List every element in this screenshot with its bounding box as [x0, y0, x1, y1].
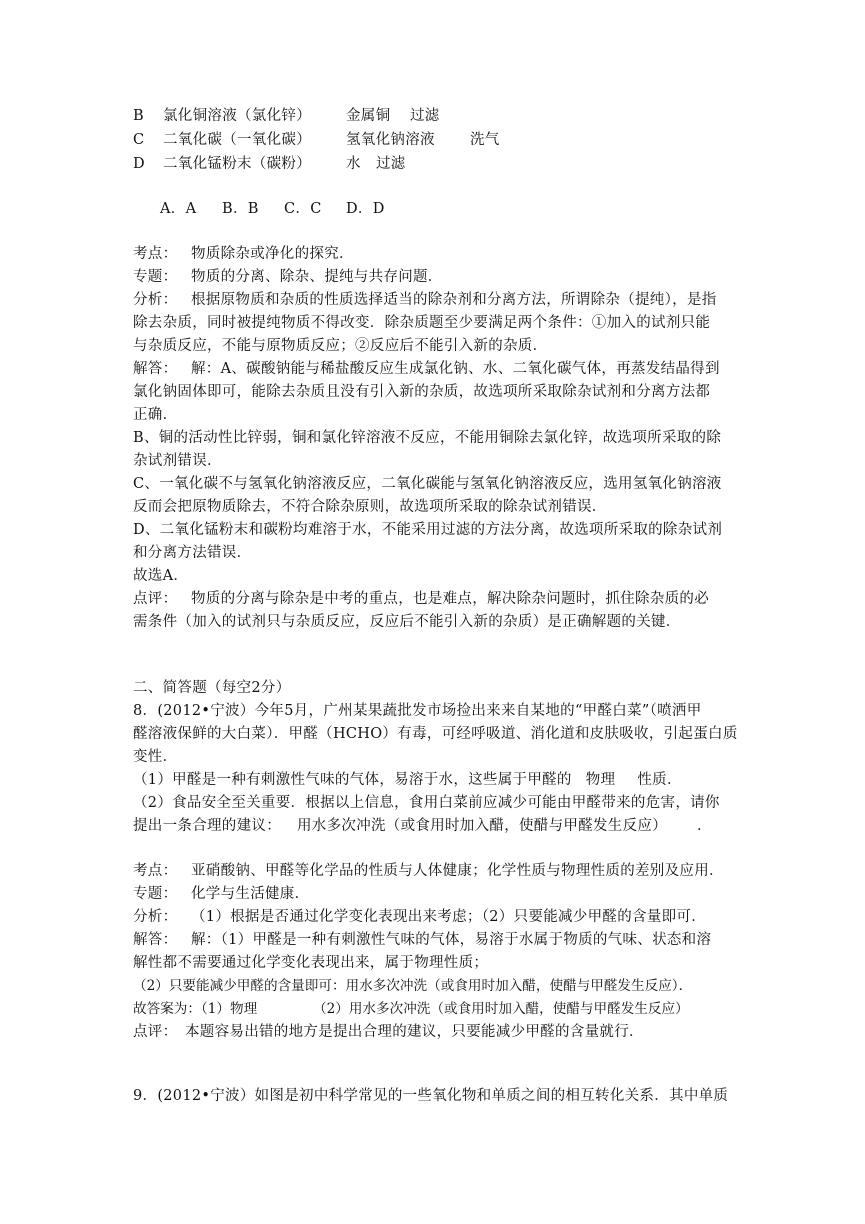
text: 解：A、碳酸钠能与稀盐酸反应生成氯化钠、水、二氧化碳气体，再蒸发结晶得到: [191, 361, 720, 377]
text: 亚硝酸钠、甲醛等化学品的性质与人体健康；化学性质与物理性质的差别及应用．: [191, 863, 724, 879]
label: 分析：: [133, 909, 178, 925]
text: 物质的分离与除杂是中考的重点，也是难点，解决除杂问题时，抓住除杂质的必: [191, 591, 709, 607]
option-method: 洗气: [470, 132, 500, 148]
label: 解答：: [133, 361, 178, 377]
q7-jieda: [133, 360, 720, 378]
option-method: 过滤: [410, 108, 440, 124]
q7-jieda-line: D、二氧化锰粉末和碳粉均难溶于水，不能采用过滤的方法分离，故选项所采取的除杂试剂: [133, 522, 723, 538]
choice-b: B．B: [222, 201, 259, 217]
option-letter: D: [133, 156, 145, 172]
q8-sub2-line: （2）食品安全至关重要．根据以上信息，食用白菜前应减少可能由甲醛带来的危害，请你: [133, 795, 720, 811]
q8-sub1: [133, 771, 682, 789]
q7-jieda-line: B、铜的活动性比锌弱，铜和氯化锌溶液不反应，不能用铜除去氯化锌，故选项所采取的除: [133, 430, 722, 446]
text: 本题容易出错的地方是提出合理的建议，只要能减少甲醛的含量就行．: [185, 1024, 644, 1040]
q7-jieda-line: 正确．: [133, 407, 178, 423]
option-letter: B: [133, 108, 144, 124]
q7-zhuanti: [133, 268, 443, 286]
option-method: 过滤: [376, 156, 406, 172]
q7-fenxi-line: 除去杂质，同时被提纯物质不得改变．除杂质题至少要满足两个条件：①加入的试剂只能: [133, 315, 711, 331]
choice-c: C．C: [284, 201, 322, 217]
label: 点评：: [133, 591, 178, 607]
option-row-c: [133, 131, 500, 149]
label: 点评：: [133, 1024, 178, 1040]
text: 物质的分离、除杂、提纯与共存问题．: [191, 269, 443, 285]
q7-jieda-line: C、一氧化碳不与氢氧化钠溶液反应，二氧化碳能与氢氧化钠溶液反应，选用氢氧化钠溶液: [133, 476, 722, 492]
q8-stem-line: 8．(2012•宁波）今年5月，广州某果蔬批发市场捡出来来自某地的“甲醛白菜”（喷洒甲: [133, 703, 702, 719]
answer-fill: 用水多次冲洗（或食用时加入醋，使醋与甲醛发生反应）: [297, 818, 667, 834]
q8-jieda: [133, 931, 711, 949]
option-letter: C: [133, 132, 145, 148]
q8-zhuanti: [133, 885, 309, 903]
label: 专题：: [133, 886, 178, 902]
choice-d: D．D: [346, 201, 385, 217]
q8-fenxi: [133, 908, 706, 926]
q8-stem-line: 变性．: [133, 749, 178, 765]
q7-jieda-line: 杂试剂错误．: [133, 453, 222, 469]
text: 根据原物质和杂质的性质选择适当的除杂剂和分离方法，所谓除杂（提纯），是指: [191, 292, 717, 308]
text: 解：（1）甲醛是一种有刺激性气味的气体，易溶于水属于物质的气味、状态和溶: [191, 932, 712, 948]
option-substance: 氯化铜溶液（氯化锌）: [163, 108, 311, 124]
option-reagent: 水: [346, 156, 361, 172]
q8-jieda-line: （2）只要能减少甲醛的含量即可：用水多次冲洗（或食用时加入醋，使醋与甲醛发生反应）．: [133, 978, 693, 994]
q7-fenxi-line: 与杂质反应，不能与原物质反应；②反应后不能引入新的杂质．: [133, 338, 548, 354]
q7-fenxi: [133, 291, 717, 309]
text: （1）甲醛是一种有刺激性气味的气体，易溶于水，这些属于甲醛的: [133, 772, 572, 788]
q7-dianping-line: 需条件（加入的试剂只与杂质反应，反应后不能引入新的杂质）是正确解题的关键．: [133, 614, 681, 630]
q7-jieda-line: 反而会把原物质除去，不符合除杂原则，故选项所采取的除杂试剂错误．: [133, 499, 607, 515]
answer-choices: [160, 200, 385, 218]
option-substance: 二氧化锰粉末（碳粉）: [163, 156, 311, 172]
section-title: 二、简答题（每空2分）: [133, 680, 291, 696]
q7-kaodian: [133, 245, 354, 263]
q9-stem-line: 9．(2012•宁波）如图是初中科学常见的一些氧化物和单质之间的相互转化关系．其中单质: [133, 1088, 729, 1104]
answer-fill: 物理: [585, 772, 616, 788]
q8-stem-line: 醛溶液保鲜的大白菜）．甲醛（HCHO）有毒，可经呼吸道、消化道和皮肤吸收，引起蛋白质: [133, 726, 738, 742]
q8-kaodian: [133, 862, 724, 880]
option-row-b: [133, 107, 440, 125]
q7-jieda-line: 和分离方法错误．: [133, 545, 252, 561]
option-reagent: 氢氧化钠溶液: [346, 132, 435, 148]
text: （1）根据是否通过化学变化表现出来考虑；（2）只要能减少甲醛的含量即可．: [191, 909, 706, 925]
label: 考点：: [133, 246, 178, 262]
q7-jieda-line: 氯化钠固体即可，能除去杂质且没有引入新的杂质，故选项所采取除杂试剂和分离方法都: [133, 384, 711, 400]
q8-jieda-line: 解性都不需要通过化学变化表现出来，属于物理性质；: [133, 955, 489, 971]
q7-dianping: [133, 590, 709, 608]
label: 分析：: [133, 292, 178, 308]
choice-a: A．A: [160, 201, 197, 217]
text: 故答案为：（1）物理: [133, 1001, 258, 1017]
text: ．: [697, 818, 712, 834]
text: 性质．: [637, 772, 682, 788]
label: 考点：: [133, 863, 178, 879]
q8-sub2: [133, 817, 712, 835]
text: （2）用水多次冲洗（或食用时加入醋，使醋与甲醛发生反应）: [313, 1001, 689, 1017]
option-substance: 二氧化碳（一氧化碳）: [163, 132, 311, 148]
q7-jieda-line: 故选A．: [133, 568, 189, 584]
q8-answer: [133, 1000, 689, 1018]
text: 物质除杂或净化的探究．: [191, 246, 354, 262]
label: 专题：: [133, 269, 178, 285]
label: 解答：: [133, 932, 178, 948]
text: 化学与生活健康．: [191, 886, 310, 902]
text: 提出一条合理的建议：: [133, 818, 281, 834]
q8-dianping: [133, 1023, 644, 1041]
option-row-d: [133, 155, 406, 173]
option-reagent: 金属铜: [346, 108, 391, 124]
